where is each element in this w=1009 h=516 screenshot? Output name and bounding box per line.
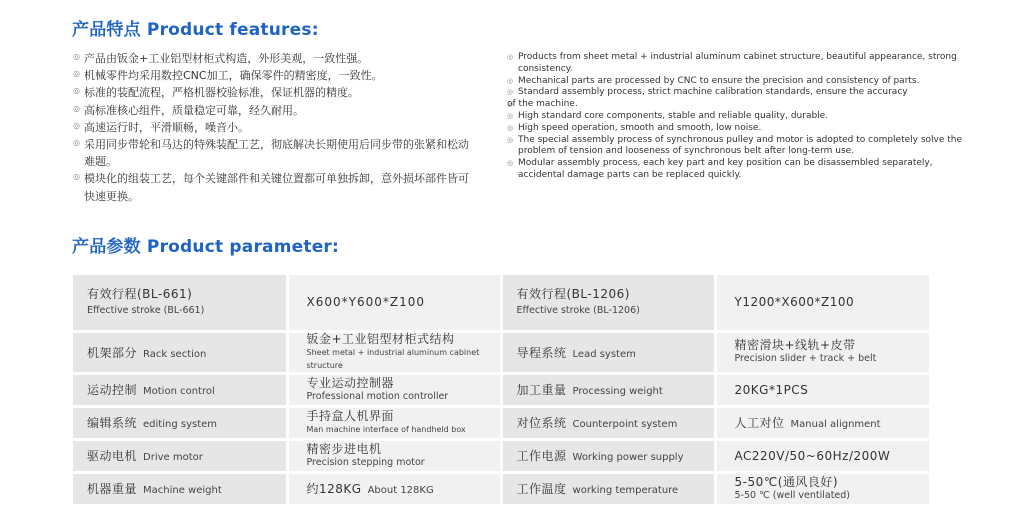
list-item: ◎ High standard core components, stable and reliable quality, durable.: [507, 111, 977, 123]
table-row: [73, 472, 929, 505]
param-label: 对位系统 Counterpoint system: [501, 406, 715, 439]
list-item: ◎ Standard assembly process, strict machine calibration standards, ensure the accuracy: [507, 87, 977, 99]
param-value: 精密滑块+线轨+皮带 Precision slider + track + belt: [715, 331, 929, 373]
param-label: 有效行程(BL-661) Effective stroke (BL-661): [73, 275, 287, 331]
param-label: 导程系统 Lead system: [501, 331, 715, 373]
list-item: ◎ 模块化的组装工艺，每个关键部件和关键位置都可单独拆卸，意外损坏部件皆可快速更换。: [73, 170, 478, 204]
table-row: [73, 331, 929, 373]
param-label: 机器重量 Machine weight: [73, 472, 287, 505]
param-label: 运动控制 Motion control: [73, 373, 287, 406]
list-item: ◎ The special assembly process of synchronous pulley and motor is adopted to completely solve the problem of tension and looseness of synchronous belt after long-term use.: [507, 135, 977, 159]
table-row: [73, 439, 929, 472]
param-value: 手持盒人机界面 Man machine interface of handheld box: [287, 406, 501, 439]
list-item: ◎ Products from sheet metal + industrial aluminum cabinet structure, beautiful appearance, strong consistency.: [507, 52, 977, 76]
params-title: 产品参数 Product parameter:: [72, 237, 340, 257]
param-value: 专业运动控制器 Professional motion controller: [287, 373, 501, 406]
list-item: ◎ 标准的装配流程，严格机器校验标准，保证机器的精度。: [73, 84, 478, 101]
list-item-continuation: ◎ of the machine.: [507, 99, 977, 111]
param-label: 工作温度 working temperature: [501, 472, 715, 505]
features-list-cn: [73, 50, 478, 205]
table-row: [73, 373, 929, 406]
param-label: 工作电源 Working power supply: [501, 439, 715, 472]
param-value: 约128KG About 128KG: [287, 472, 501, 505]
table-row: [73, 406, 929, 439]
param-label: 机架部分 Rack section: [73, 331, 287, 373]
features-title: 产品特点 Product features:: [72, 20, 319, 40]
param-value: 人工对位 Manual alignment: [715, 406, 929, 439]
features-list-en: [507, 52, 977, 182]
list-item: ◎ 采用同步带轮和马达的特殊装配工艺，彻底解决长期使用后同步带的张紧和松动难题。: [73, 136, 478, 170]
params-table: [73, 275, 929, 507]
param-value: AC220V/50~60Hz/200W: [715, 439, 929, 472]
param-label: 驱动电机 Drive motor: [73, 439, 287, 472]
list-item: ◎ 高速运行时，平滑顺畅，噪音小。: [73, 119, 478, 136]
param-value: 钣金+工业铝型材柜式结构 Sheet metal + industrial aluminum cabinet structure: [287, 331, 501, 373]
list-item: ◎ 机械零件均采用数控CNC加工，确保零件的精密度，一致性。: [73, 67, 478, 84]
param-value: 5-50℃(通风良好) 5-50 ℃ (well ventilated): [715, 472, 929, 505]
param-value: X600*Y600*Z100: [287, 275, 501, 331]
param-value: 20KG*1PCS: [715, 373, 929, 406]
param-label: 有效行程(BL-1206) Effective stroke (BL-1206): [501, 275, 715, 331]
list-item: ◎ Modular assembly process, each key part and key position can be disassembled separately, accidental damage parts can be replaced quickly.: [507, 158, 977, 182]
list-item: ◎ Mechanical parts are processed by CNC to ensure the precision and consistency of parts.: [507, 76, 977, 88]
list-item: ◎ 产品由钣金+工业铝型材柜式构造，外形美观，一致性强。: [73, 50, 478, 67]
table-row: [73, 275, 929, 331]
list-item: ◎ 高标准核心组件，质量稳定可靠，经久耐用。: [73, 102, 478, 119]
param-value: Y1200*X600*Z100: [715, 275, 929, 331]
param-value: 精密步进电机 Precision stepping motor: [287, 439, 501, 472]
list-item: ◎ High speed operation, smooth and smooth, low noise.: [507, 123, 977, 135]
param-label: 加工重量 Processing weight: [501, 373, 715, 406]
param-label: 编辑系统 editing system: [73, 406, 287, 439]
